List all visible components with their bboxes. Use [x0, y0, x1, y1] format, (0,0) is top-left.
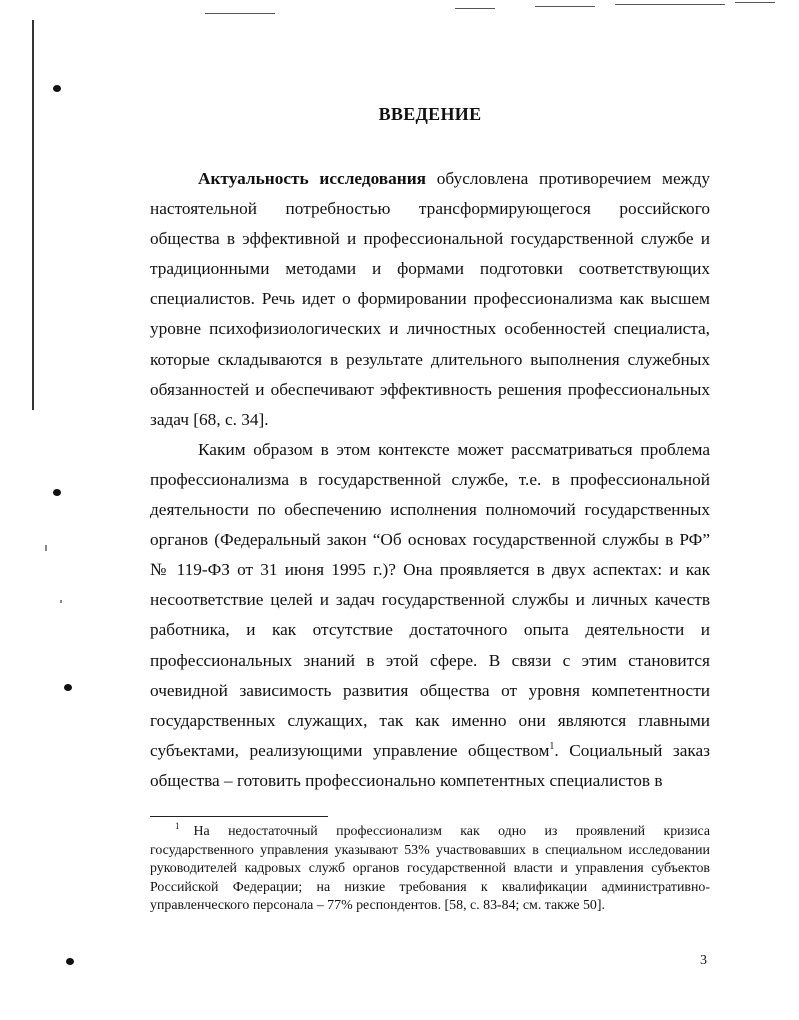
footnote-separator [150, 816, 328, 817]
body-text [150, 164, 710, 796]
binding-hole-mark [66, 958, 74, 965]
scan-speck [60, 600, 62, 603]
paragraph-lead: Актуальность исследования [198, 169, 427, 188]
footnote-reference[interactable]: 1 [549, 740, 555, 752]
scan-artifact-line [735, 2, 775, 3]
footnote-marker: 1 [175, 821, 180, 831]
paragraph-1 [150, 164, 710, 435]
footnote-text: На недостаточный профессионализм как одно из проявлений кризиса государственного управления указывают 53% участвовавших в специальном исследовании руководителей кадровых служб органов государственной власти и управления субъектов Российской Федерации; на низкие требования к квалификации административно-управленческого персонала – 77% респондентов. [58, с. 83-84; см. также 50]. [150, 824, 710, 914]
scan-speck [45, 545, 47, 551]
scan-artifact-line [455, 8, 495, 9]
binding-hole-mark [53, 489, 61, 496]
footnote-1 [150, 823, 710, 916]
page-number: 3 [700, 953, 707, 968]
binding-hole-mark [64, 684, 72, 691]
scan-artifact-line [615, 4, 725, 5]
margin-rule [32, 20, 34, 410]
paragraph-1-text: обусловлена противоречием между настоятельной потребностью трансформирующегося российского общества в эффективной и профессиональной государственной службе и традиционными методами и формами подготовки соответствующих специалистов. Речь идет о формировании профессионализма как высшем уровне психофизиологических и личностных особенностей специалиста, которые складываются в результате длительного выполнения служебных обязанностей и обеспечивают эффективность решения профессиональных задач [68, с. 34]. [150, 169, 710, 429]
scan-artifact-line [535, 6, 595, 7]
paragraph-2-tail: . Социальный заказ общества – готовить профессионально компетентных специалистов в [150, 740, 710, 790]
page-title: ВВЕДЕНИЕ [378, 104, 482, 124]
paragraph-2-text: Каким образом в этом контексте может рассматриваться проблема профессионализма в государственной службе, т.е. в профессиональной деятельности по обеспечению исполнения полномочий государственных органов (Федеральный закон “Об основах государственной службы в РФ” № 119-ФЗ от 31 июня 1995 г.)? Она проявляется в двух аспектах: и как несоответствие целей и задач государственной службы и личных качеств работника, и как отсутствие достаточного опыта деятельности и профессиональных знаний в этой сфере. В связи с этим становится очевидной зависимость развития общества от уровня компетентности государственных служащих, так как именно они являются главными субъектами, реализующими управление обществом [150, 439, 710, 760]
binding-hole-mark [53, 85, 61, 92]
paragraph-2 [150, 435, 710, 796]
scan-artifact-line [205, 13, 275, 14]
footnote [150, 823, 710, 916]
